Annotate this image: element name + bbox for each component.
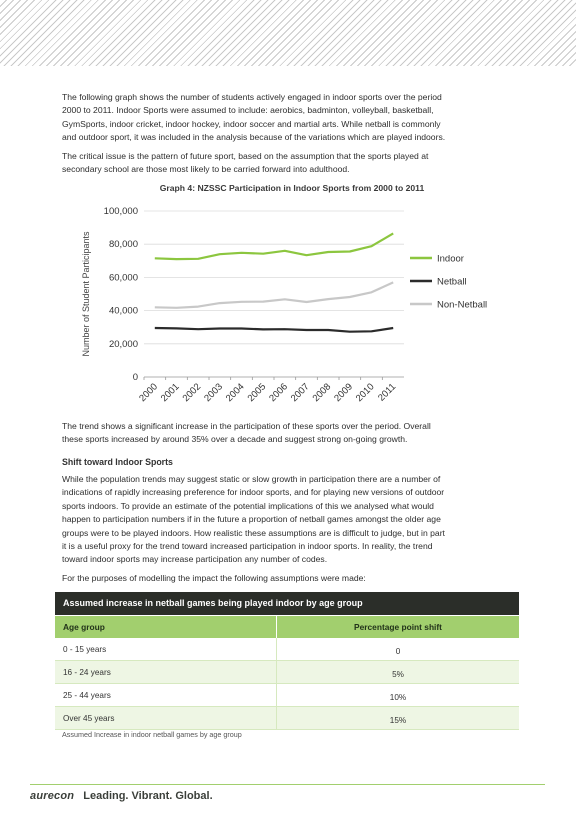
cell-age-group: 0 - 15 years <box>55 638 277 660</box>
text-line: secondary school are those most likely to be carried forward into adulthood. <box>62 164 350 175</box>
table-caption: Assumed Increase in indoor netball games by age group <box>62 730 242 739</box>
text-line: happen to participation numbers if in the future a proportion of netball games amongst the older age <box>62 514 441 525</box>
x-tick-label: 2002 <box>180 381 204 405</box>
text-line: While the population trends may suggest static or slow growth in participation there are a number of <box>62 474 441 484</box>
shift-paragraph <box>62 473 522 567</box>
line-chart <box>62 196 522 418</box>
text-line: The critical issue is the pattern of future sport, based on the assumption that the sports played at <box>62 151 429 161</box>
x-tick-label: 2010 <box>353 381 377 405</box>
y-tick-label: 60,000 <box>108 272 138 284</box>
x-tick-label: 2006 <box>267 381 290 405</box>
assumptions-table <box>55 592 519 730</box>
table-row <box>55 707 519 730</box>
legend-label: Netball <box>437 276 467 288</box>
footer-tagline: Leading. Vibrant. Global. <box>83 790 213 802</box>
text-line: toward indoor sports may increase participation any number of codes. <box>62 554 328 565</box>
y-tick-label: 0 <box>132 372 138 383</box>
column-header-percentage-shift: Percentage point shift <box>354 622 442 632</box>
cell-age-group: Over 45 years <box>55 707 277 729</box>
table-row <box>55 638 519 661</box>
text-line: it is a useful proxy for the trend toward increased participation in indoor sports. In reality, the trend <box>62 541 433 552</box>
table-header-row <box>55 615 519 638</box>
x-tick-label: 2005 <box>245 381 269 405</box>
text-line: groups were to be played indoors. How realistic these assumptions are is difficult to judge, but in part <box>62 527 445 538</box>
y-axis-label: Number of Student Participants <box>81 231 91 357</box>
column-header-age-group: Age group <box>55 616 277 638</box>
series-line-indoor <box>155 233 393 259</box>
x-tick-label: 2004 <box>223 381 247 405</box>
cell-percentage-shift: 5% <box>392 670 404 679</box>
cell-age-group: 25 - 44 years <box>55 684 277 706</box>
x-tick-label: 2003 <box>202 381 225 405</box>
x-tick-label: 2011 <box>376 381 399 404</box>
y-tick-label: 40,000 <box>108 305 138 317</box>
y-tick-label: 20,000 <box>108 338 138 350</box>
text-line: sports indoors. To provide an estimate of the potential implications of this we analysed what would <box>62 500 434 511</box>
cell-percentage-shift: 15% <box>389 716 407 725</box>
x-tick-label: 2007 <box>288 381 312 405</box>
table-row <box>55 661 519 684</box>
x-tick-label: 2000 <box>137 381 160 405</box>
series-line-non-netball <box>155 282 393 307</box>
section-heading: Shift toward Indoor Sports <box>62 457 173 467</box>
text-line: these sports increased by around 35% over a decade and suggest strong on-going growth. <box>62 434 408 445</box>
text-line: 2000 to 2011. Indoor Sports were assumed to include: aerobics, badminton, volleyball, basketball, <box>62 105 434 116</box>
text-line: GymSports, indoor cricket, indoor hockey, indoor soccer and martial arts. While netball is commonly <box>62 118 441 129</box>
cell-age-group: 16 - 24 years <box>55 661 277 683</box>
series-line-netball <box>155 328 393 332</box>
footer <box>30 790 213 802</box>
trend-paragraph <box>62 420 522 447</box>
intro-paragraph-2 <box>62 150 522 177</box>
assumptions-intro: For the purposes of modelling the impact the following assumptions were made: <box>62 573 366 583</box>
x-tick-label: 2001 <box>158 381 182 405</box>
x-tick-label: 2008 <box>310 381 334 405</box>
cell-percentage-shift: 10% <box>389 693 407 702</box>
y-tick-label: 80,000 <box>108 239 138 251</box>
footer-divider <box>30 784 545 785</box>
text-line: The trend shows a significant increase in the participation of these sports over the period. Overall <box>62 421 431 431</box>
y-tick-label: 100,000 <box>103 206 138 217</box>
cell-percentage-shift: 0 <box>395 647 401 656</box>
x-tick-label: 2009 <box>332 381 355 405</box>
text-line: indications of rapidly increasing preference for indoor sports, and for playing new versions of outdoor <box>62 487 445 498</box>
text-line: The following graph shows the number of students actively engaged in indoor sports over the period <box>62 92 442 102</box>
table-title: Assumed increase in netball games being played indoor by age group <box>55 592 519 615</box>
legend-label: Indoor <box>437 253 464 265</box>
text-line: and outdoor sport, it was included in the analysis because of the variations which are played indoors. <box>62 132 446 143</box>
table-body <box>55 638 519 730</box>
legend-label: Non-Netball <box>437 299 488 311</box>
header-hatch-band <box>0 0 576 66</box>
table-row <box>55 684 519 707</box>
intro-paragraph-1 <box>62 91 522 145</box>
chart-title: Graph 4: NZSSC Participation in Indoor Sports from 2000 to 2011 <box>159 183 425 193</box>
aurecon-logo: aurecon <box>30 790 75 802</box>
